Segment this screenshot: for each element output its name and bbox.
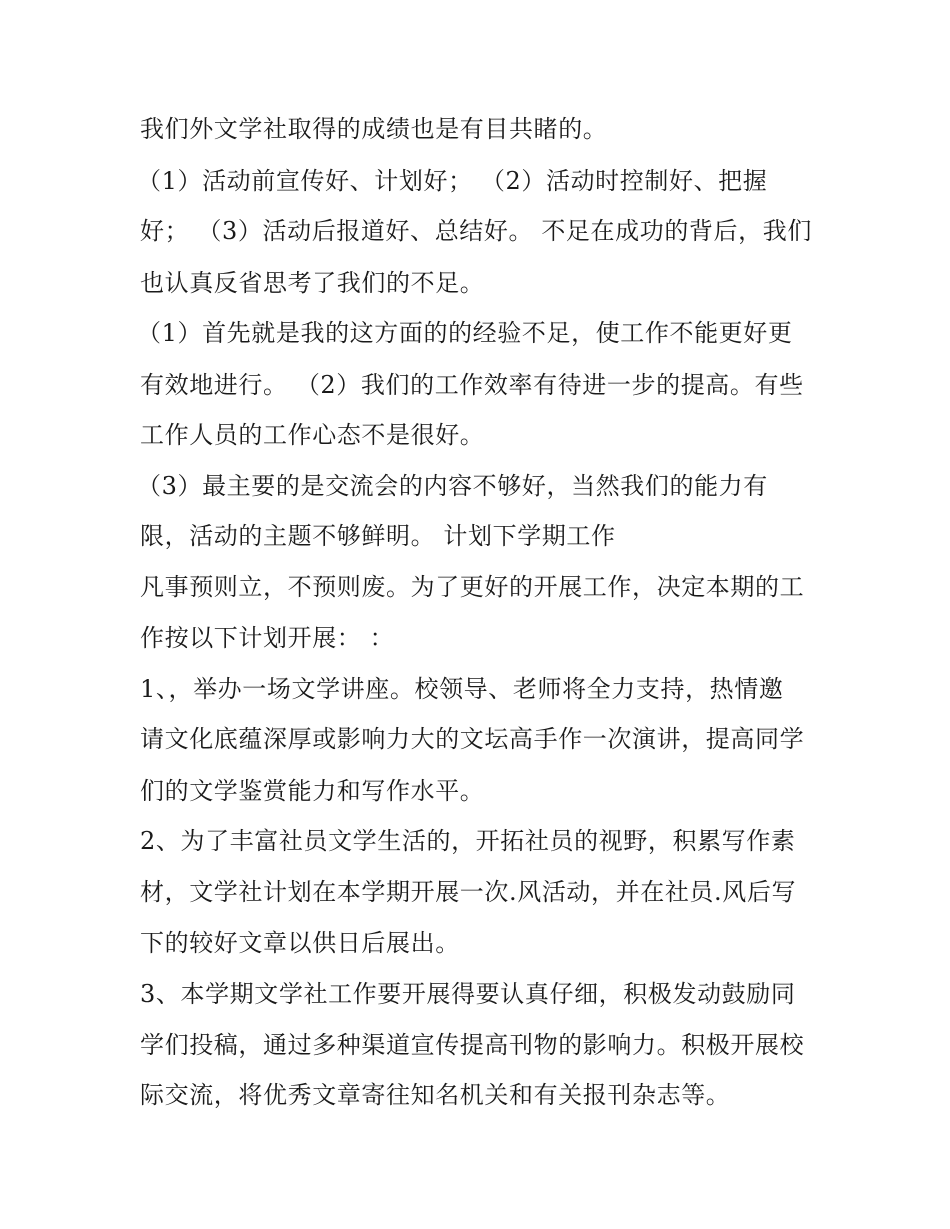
text-line: 2、为了丰富社员文学生活的，开拓社员的视野，积累写作素 — [140, 827, 796, 855]
text-line: （1）活动前宣传好、计划好； （2）活动时控制好、把握 — [137, 167, 768, 195]
text-line: 凡事预则立，不预则废。为了更好的开展工作，决定本期的工 — [140, 573, 805, 601]
text-line: 们的文学鉴赏能力和写作水平。 — [140, 777, 485, 805]
text-line: 下的较好文章以供日后展出。 — [140, 929, 460, 957]
text-line: 材，文学社计划在本学期开展一次.风活动，并在社员.风后写 — [140, 878, 797, 906]
text-line: 有效地进行。 （2）我们的工作效率有待进一步的提高。有些 — [140, 371, 804, 399]
text-line: （1）首先就是我的这方面的的经验不足，使工作不能更好更 — [137, 319, 793, 347]
text-line: 1、，举办一场文学讲座。校领导、老师将全力支持，热情邀 — [140, 675, 784, 703]
text-line: 好； （3）活动后报道好、总结好。 不足在成功的背后，我们 — [140, 217, 812, 245]
text-line: 学们投稿，通过多种渠道宣传提高刊物的影响力。积极开展校 — [140, 1031, 805, 1059]
text-line: （3）最主要的是交流会的内容不够好，当然我们的能力有 — [137, 472, 768, 500]
text-line: 3、本学期文学社工作要开展得要认真仔细，积极发动鼓励同 — [140, 980, 796, 1008]
text-line: 工作人员的工作心态不是很好。 — [140, 421, 485, 449]
text-line: 我们外文学社取得的成绩也是有目共睹的。 — [140, 115, 608, 143]
text-line: 请文化底蕴深厚或影响力大的文坛高手作一次演讲，提高同学 — [140, 725, 805, 753]
text-line: 作按以下计划开展： ： — [140, 624, 395, 652]
text-line: 际交流，将优秀文章寄往知名机关和有关报刊杂志等。 — [140, 1081, 731, 1109]
text-line: 也认真反省思考了我们的不足。 — [140, 269, 485, 297]
text-line: 限，活动的主题不够鲜明。 计划下学期工作 — [140, 522, 616, 550]
